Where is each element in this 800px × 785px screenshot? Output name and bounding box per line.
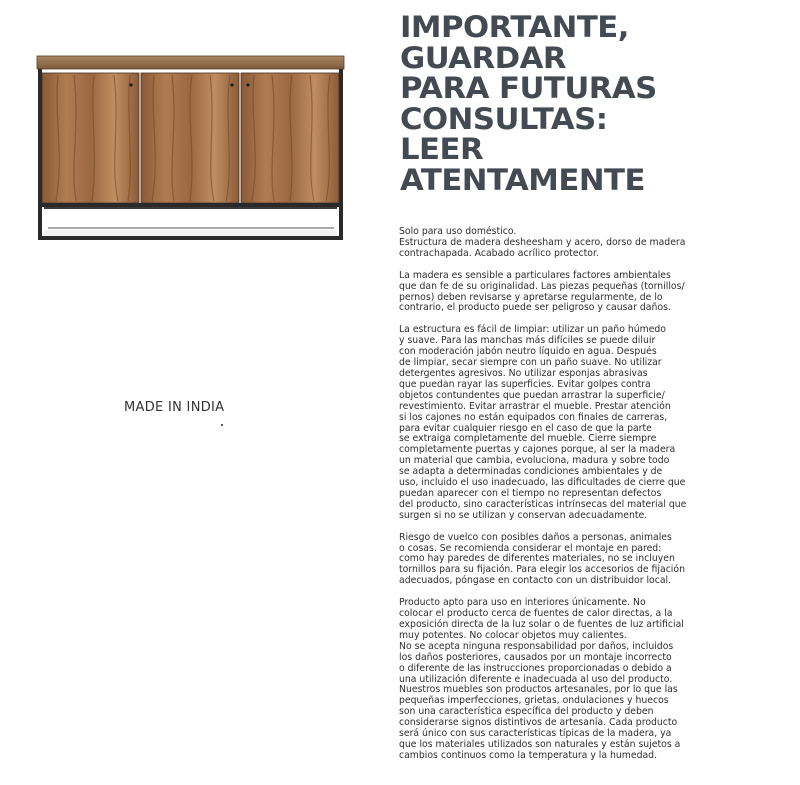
text-line: como hay paredes de diferentes materiales, no se incluyen <box>399 553 675 565</box>
text-line: contrario, el producto puede ser peligroso y causar daños. <box>399 302 671 314</box>
text-line: objetos contundentes que puedan arrastrar la superficie/ <box>399 389 665 401</box>
text-line: pernos) deben revisarse y apretarse regularmente, de lo <box>399 291 663 303</box>
text-line: revestimiento. Evitar arrastrar el mueble. Prestar atención <box>399 400 671 412</box>
text-line: se extraiga completamente del mueble. Cierre siempre <box>399 433 657 445</box>
text-line: Producto apto para uso en interiores únicamente. No <box>399 597 646 609</box>
text-line: cambios continuos como la temperatura y la humedad. <box>399 749 658 761</box>
sideboard-product-image <box>36 55 346 243</box>
text-line: pequeñas imperfecciones, grietas, ondulaciones y huecos <box>399 695 669 707</box>
door-knob <box>129 83 132 86</box>
text-line: detergentes agresivos. No utilizar esponjas abrasivas <box>399 367 648 379</box>
text-line: uso, incluido el uso inadecuado, las dificultades de cierre que <box>399 477 686 489</box>
stand-top-rail <box>44 207 337 209</box>
instructions-paragraph <box>399 325 729 521</box>
text-line: del producto, sino características intrínsecas del material que <box>399 498 687 510</box>
door-knob <box>230 83 233 86</box>
instructions-paragraph <box>399 642 729 762</box>
text-line: La madera es sensible a particulares factores ambientales <box>399 269 671 281</box>
text-line: se adapta a determinadas condiciones ambientales y de <box>399 466 663 478</box>
text-line: son una característica específica del producto y deben <box>399 706 654 718</box>
frame-right-post <box>339 69 343 239</box>
text-line: será único con sus características típicas de la madera, ya <box>399 728 672 740</box>
text-line: que los materiales utilizados son naturales y están sujetos a <box>399 738 681 750</box>
instructions-paragraph <box>399 598 729 642</box>
text-line: que puedan rayar las superficies. Evitar golpes contra <box>399 378 651 390</box>
door-right <box>241 73 339 203</box>
door-left <box>42 73 139 203</box>
sideboard-top <box>37 56 344 69</box>
instructions-paragraph <box>399 271 729 315</box>
text-line: con moderación jabón neutro líquido en agua. Después <box>399 346 657 358</box>
text-line: o cosas. Se recomienda considerar el montaje en pared: <box>399 542 662 554</box>
text-line: muy potentes. No colocar objetos muy calientes. <box>399 629 627 641</box>
text-line: No se acepta ninguna responsabilidad por daños, incluidos <box>399 640 674 652</box>
text-line: considerarse signos distintivos de artesanía. Cada producto <box>399 717 678 729</box>
page-title <box>400 12 800 195</box>
title-line: ATENTAMENTE <box>400 162 645 197</box>
text-line: Riesgo de vuelco con posibles daños a personas, animales <box>399 531 672 543</box>
text-line: contrachapada. Acabado acrílico protector. <box>399 247 599 259</box>
text-line: completamente puertas y cajones porque, al ser la madera <box>399 444 676 456</box>
text-line: si los cajones no están equipados con finales de carreras, <box>399 411 668 423</box>
text-line: colocar el producto cerca de fuentes de calor directas, a la <box>399 608 673 620</box>
decorative-dot <box>221 424 223 426</box>
instructions-paragraph <box>399 227 729 260</box>
stand-bottom-rail <box>38 236 343 240</box>
text-line: de limpiar, secar siempre con un paño suave. No utilizar <box>399 357 662 369</box>
title-line: LEER <box>400 132 484 166</box>
door-knob <box>246 83 249 86</box>
text-line: Estructura de madera desheesham y acero, dorso de madera <box>399 236 686 248</box>
text-line: La estructura es fácil de limpiar: utilizar un paño húmedo <box>399 324 666 336</box>
door-middle <box>141 73 239 203</box>
frame-left-post <box>38 69 42 239</box>
text-line: puedan aparecer con el tiempo no representan defectos <box>399 487 662 499</box>
text-line: Solo para uso doméstico. <box>399 226 517 237</box>
instructions-body <box>399 227 729 773</box>
text-line: surgen si no se utilizan y conservan adecuadamente. <box>399 509 648 521</box>
text-line: y suave. Para las manchas más difíciles se puede diluir <box>399 335 656 347</box>
text-line: una utilización diferente e inadecuada al uso del producto. <box>399 673 673 685</box>
instructions-paragraph <box>399 533 729 588</box>
made-in-label: MADE IN INDIA <box>124 400 225 415</box>
title-line: CONSULTAS: <box>400 101 608 136</box>
text-line: tornillos para su fijación. Para elegir los accesorios de fijación <box>399 564 685 576</box>
text-line: o diferente de las instrucciones proporcionadas o debido a <box>399 662 672 674</box>
stand-floor-shadow <box>44 230 337 236</box>
title-line: IMPORTANTE, <box>400 10 629 44</box>
text-line: que dan fe de su originalidad. Las piezas pequeñas (tornillos/ <box>399 280 685 292</box>
text-line: un material que cambia, evoluciona, madura y sobre todo <box>399 455 670 467</box>
text-line: los daños posteriores, causados por un montaje incorrecto <box>399 651 672 663</box>
text-line: Nuestros muebles son productos artesanales, por lo que las <box>399 684 678 696</box>
cabinet-base-rail <box>38 203 343 207</box>
text-line: adecuados, póngase en contacto con un distribuidor local. <box>399 575 672 587</box>
title-line: PARA FUTURAS <box>400 71 657 105</box>
text-line: exposición directa de la luz solar o de fuentes de luz artificial <box>399 619 684 630</box>
title-line: GUARDAR <box>400 40 566 75</box>
text-line: para evitar cualquier riesgo en el caso de que la parte <box>399 422 652 434</box>
